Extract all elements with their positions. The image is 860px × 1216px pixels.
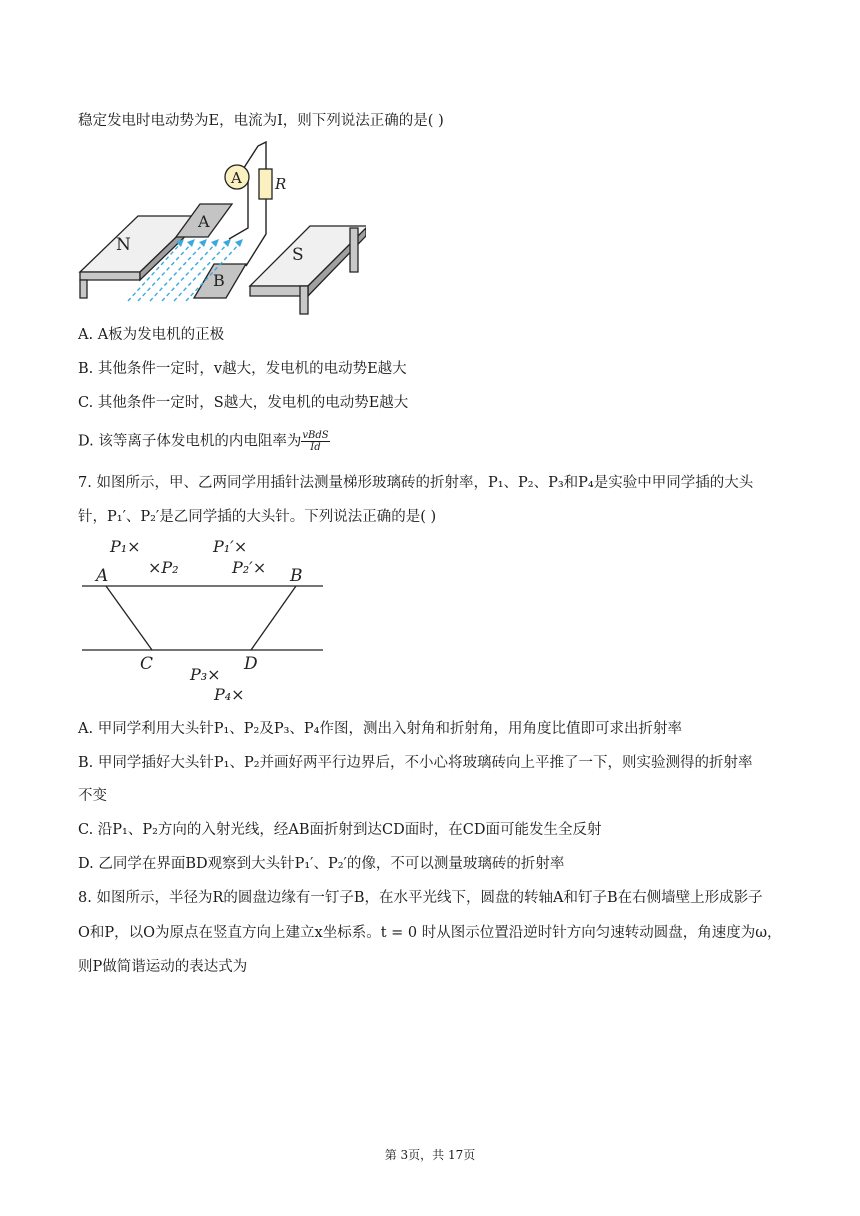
vertex-b: B <box>290 566 303 586</box>
pin-p1-prime: P₁′× <box>213 537 248 556</box>
resistor <box>259 169 272 199</box>
q8-line3: 则P做简谐运动的表达式为 <box>78 959 248 975</box>
pin-p4: P₄× <box>214 685 245 704</box>
q7-option-a: A. 甲同学利用大头针P₁、P₂及P₃、P₄作图，测出入射角和折射角，用角度比值即可求出折射率 <box>78 721 682 737</box>
q7-stem-line1: 7. 如图所示，甲、乙两同学用插针法测量梯形玻璃砖的折射率，P₁、P₂、P₃和P₄是实验中甲同学插的大头 <box>78 475 754 491</box>
q6-option-c: C. 其他条件一定时，S越大，发电机的电动势E越大 <box>78 395 409 411</box>
q6-option-b: B. 其他条件一定时，v越大，发电机的电动势E越大 <box>78 361 407 377</box>
pin-p2: ×P₂ <box>148 558 179 577</box>
resistor-label: R <box>275 175 287 193</box>
q7-option-b-line2: 不变 <box>78 788 107 804</box>
q8-line1: 8. 如图所示，半径为R的圆盘边缘有一钉子B，在水平光线下，圆盘的转轴A和钉子B在右侧墙壁上形成影子 <box>78 890 763 906</box>
plate-b-label: B <box>213 271 225 290</box>
q6-stem: 稳定发电时电动势为E，电流为I，则下列说法正确的是( ) <box>78 113 444 129</box>
q7-option-d: D. 乙同学在界面BD观察到大头针P₁′、P₂′的像，不可以测量玻璃砖的折射率 <box>78 856 565 872</box>
glass-brick-figure <box>76 534 336 710</box>
q6-option-a: A. A板为发电机的正极 <box>78 327 225 343</box>
q7-option-c: C. 沿P₁、P₂方向的入射光线，经AB面折射到达CD面时，在CD面可能发生全反射 <box>78 822 602 838</box>
vertex-c: C <box>140 654 154 674</box>
ammeter-label: A <box>231 169 242 187</box>
vertex-d: D <box>244 654 258 674</box>
pin-p3: P₃× <box>190 665 221 684</box>
q7-option-b-line1: B. 甲同学插好大头针P₁、P₂并画好两平行边界后，不小心将玻璃砖向上平推了一下，则实验测得的折射率 <box>78 755 753 771</box>
fraction-numerator: vBdS <box>302 430 329 441</box>
plate-a-label: A <box>198 212 210 231</box>
page-footer: 第 3页，共 17页 <box>384 1148 476 1162</box>
q8-line2: O和P，以O为原点在竖直方向上建立x坐标系。t = 0 时从图示位置沿逆时针方向匀速转动圆盘，角速度为ω， <box>78 925 782 941</box>
fraction-denominator: Id <box>310 442 321 453</box>
q6-option-d-text: D. 该等离子体发电机的内电阻率为 <box>78 433 302 450</box>
magnet-s-label: S <box>292 245 304 265</box>
q6-option-d <box>78 430 330 453</box>
resistivity-fraction <box>301 430 329 453</box>
mhd-generator-figure <box>76 136 366 318</box>
pin-p1: P₁× <box>110 537 141 556</box>
vertex-a: A <box>96 566 109 586</box>
magnet-n-label: N <box>116 235 131 255</box>
pin-p2-prime: P₂′× <box>232 558 267 577</box>
q7-stem-line2: 针，P₁′、P₂′是乙同学插的大头针。下列说法正确的是( ) <box>78 509 437 525</box>
